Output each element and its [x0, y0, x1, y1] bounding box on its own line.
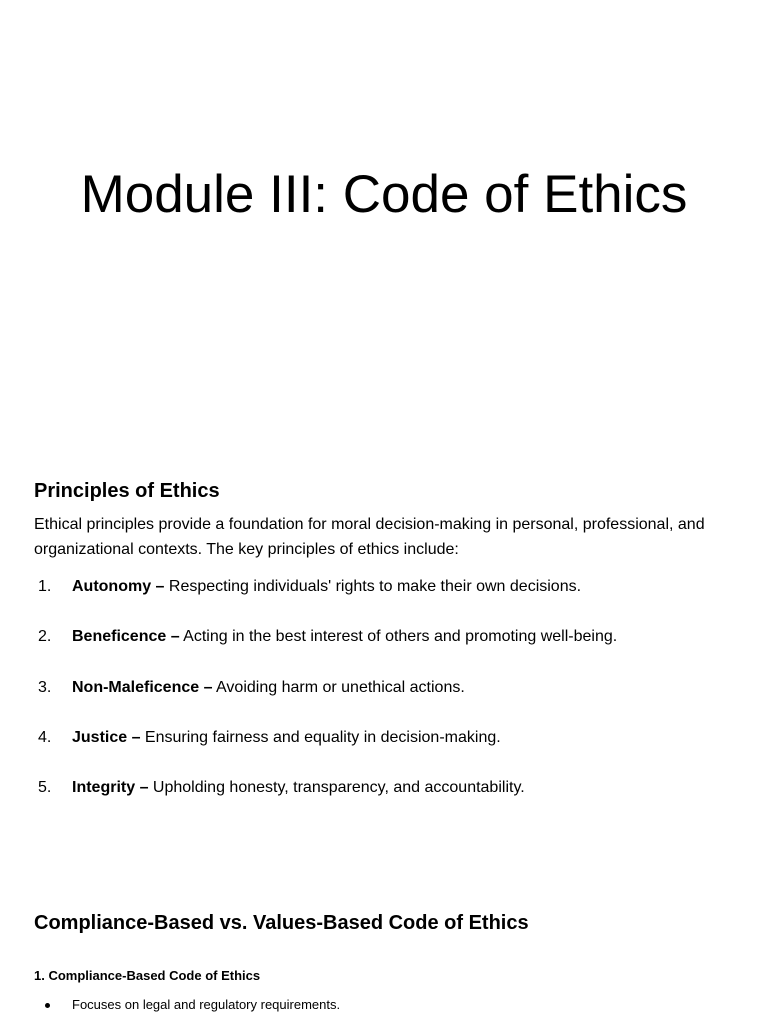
compliance-bullet-list — [0, 996, 768, 1016]
principle-text — [72, 725, 501, 750]
principle-term: Non-Maleficence – — [72, 678, 213, 696]
list-number: 3. — [38, 678, 52, 696]
list-number: 2. — [38, 628, 52, 646]
principle-item-integrity — [0, 775, 768, 825]
principle-item-autonomy — [0, 574, 768, 624]
principle-description: Upholding honesty, transparency, and accountability. — [148, 779, 525, 797]
document-title: Module III: Code of Ethics — [80, 165, 688, 224]
bullet-text: Focuses on legal and regulatory requirements. — [72, 997, 341, 1012]
list-number: 1. — [38, 578, 52, 595]
bullet-icon — [45, 1003, 50, 1008]
principle-text — [72, 624, 617, 649]
principle-item-justice — [0, 725, 768, 775]
principle-item-non-maleficence — [0, 675, 768, 725]
principle-term: Justice – — [72, 728, 141, 746]
principle-term: Integrity – — [72, 779, 149, 797]
principles-list — [0, 574, 768, 825]
principles-intro: Ethical principles provide a foundation for moral decision-making in personal, professional, and organizational contexts. The key principles of ethics include: — [34, 516, 705, 558]
compliance-heading: Compliance-Based vs. Values-Based Code of Ethics — [34, 912, 529, 934]
principle-description: Respecting individuals' rights to make their own decisions. — [164, 578, 582, 595]
principle-text — [72, 574, 581, 599]
principle-text — [72, 775, 525, 800]
principle-description: Acting in the best interest of others and promoting well-being. — [179, 628, 618, 646]
principle-text — [72, 675, 465, 700]
principle-term: Autonomy – — [72, 578, 165, 595]
principles-heading: Principles of Ethics — [34, 480, 220, 502]
compliance-subheading: 1. Compliance-Based Code of Ethics — [34, 968, 261, 983]
principle-description: Ensuring fairness and equality in decision-making. — [140, 728, 501, 746]
principle-item-beneficence — [0, 624, 768, 674]
list-number: 4. — [38, 728, 52, 746]
list-item — [0, 996, 768, 1016]
principle-description: Avoiding harm or unethical actions. — [212, 678, 465, 696]
principle-term: Beneficence – — [72, 628, 180, 646]
list-number: 5. — [38, 779, 52, 797]
